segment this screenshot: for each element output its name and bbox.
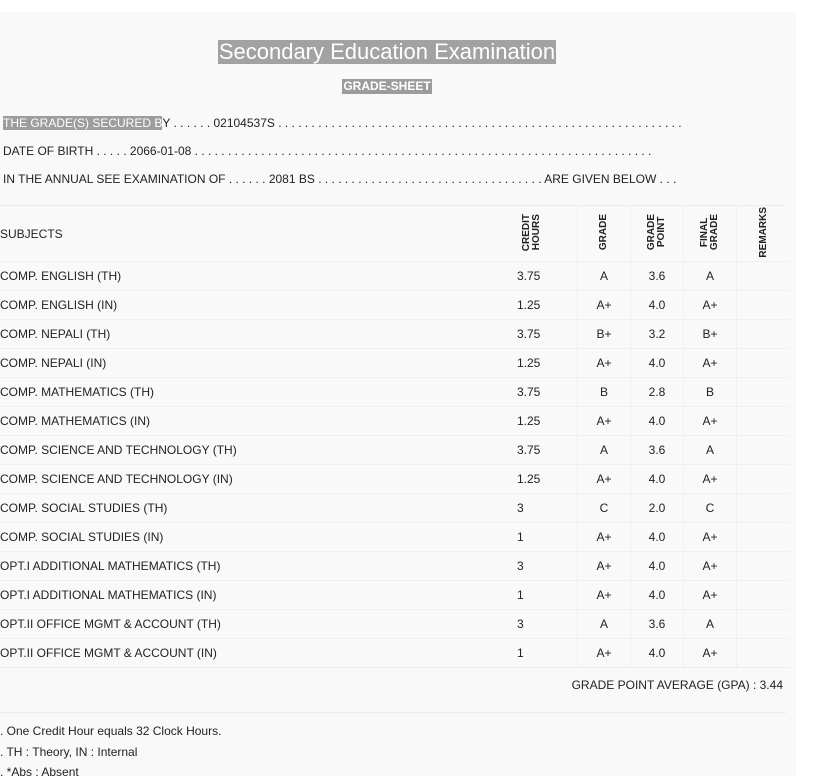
grade-cell: B+ [578, 319, 631, 348]
grade-point-cell: 3.2 [631, 319, 684, 348]
grade-point-cell: 4.0 [631, 638, 684, 667]
credit-hours-cell: 1.25 [507, 290, 578, 319]
table-row [0, 493, 790, 522]
grade-cell: A+ [578, 522, 631, 551]
subject-cell: COMP. ENGLISH (TH) [0, 261, 507, 290]
grade-cell: A+ [578, 464, 631, 493]
grade-cell: A [578, 261, 631, 290]
credit-hours-cell: 1 [507, 580, 578, 609]
subject-cell: COMP. ENGLISH (IN) [0, 290, 507, 319]
header-grade: GRADE [578, 207, 631, 261]
grade-point-cell: 3.6 [631, 609, 684, 638]
remarks-cell [737, 377, 791, 406]
credit-hours-cell: 1.25 [507, 406, 578, 435]
credit-hours-cell: 3.75 [507, 435, 578, 464]
page-subtitle: GRADE-SHEET [343, 79, 431, 93]
final-grade-cell: A+ [684, 522, 737, 551]
exam-line: IN THE ANNUAL SEE EXAMINATION OF . . . . . . 2081 BS . . . . . . . . . . . . . . . . . . . . . . . . . . . . . . . . . . ARE GIVEN BELOW . . . [3, 172, 677, 186]
remarks-cell [737, 522, 791, 551]
grade-cell: C [578, 493, 631, 522]
subtitle-wrap [0, 75, 774, 94]
grade-point-cell: 4.0 [631, 348, 684, 377]
remarks-cell [737, 348, 791, 377]
grade-cell: B [578, 377, 631, 406]
table-row [0, 348, 790, 377]
grade-cell: A+ [578, 406, 631, 435]
grade-point-cell: 4.0 [631, 290, 684, 319]
remarks-cell [737, 290, 791, 319]
table-row [0, 464, 790, 493]
grade-point-cell: 2.0 [631, 493, 684, 522]
table-row [0, 638, 790, 667]
grade-point-cell: 4.0 [631, 522, 684, 551]
final-grade-cell: A [684, 435, 737, 464]
subject-cell: OPT.II OFFICE MGMT & ACCOUNT (TH) [0, 609, 507, 638]
credit-hours-cell: 1.25 [507, 464, 578, 493]
grades-secured-value: Y . . . . . . 02104537S . . . . . . . . . . . . . . . . . . . . . . . . . . . . . . . . . . . . . . . . . . . . . . . . . . . . . . . . . . . . . [162, 116, 682, 130]
table-row [0, 377, 790, 406]
table-header-row [0, 207, 790, 261]
grade-point-cell: 4.0 [631, 551, 684, 580]
remarks-cell [737, 464, 791, 493]
table-row [0, 580, 790, 609]
divider [0, 712, 786, 713]
remarks-cell [737, 551, 791, 580]
final-grade-cell: A+ [684, 406, 737, 435]
final-grade-cell: A+ [684, 551, 737, 580]
grade-point-cell: 4.0 [631, 406, 684, 435]
subject-cell: OPT.I ADDITIONAL MATHEMATICS (TH) [0, 551, 507, 580]
subject-cell: COMP. MATHEMATICS (TH) [0, 377, 507, 406]
header-final-grade: FINAL GRADE [684, 207, 737, 261]
grade-cell: A [578, 435, 631, 464]
credit-hours-cell: 3.75 [507, 319, 578, 348]
final-grade-cell: A+ [684, 348, 737, 377]
remarks-cell [737, 609, 791, 638]
remarks-cell [737, 580, 791, 609]
remarks-cell [737, 319, 791, 348]
grades-secured-line [3, 116, 682, 131]
remarks-cell [737, 406, 791, 435]
grade-cell: A+ [578, 348, 631, 377]
table-row [0, 261, 790, 290]
remarks-cell [737, 493, 791, 522]
remarks-cell [737, 261, 791, 290]
grades-secured-label: THE GRADE(S) SECURED B [3, 116, 163, 130]
page-title: Secondary Education Examination [218, 39, 556, 64]
table-row [0, 609, 790, 638]
credit-hours-cell: 1 [507, 522, 578, 551]
grade-cell: A+ [578, 638, 631, 667]
subject-cell: COMP. SCIENCE AND TECHNOLOGY (IN) [0, 464, 507, 493]
subject-cell: COMP. SCIENCE AND TECHNOLOGY (TH) [0, 435, 507, 464]
grades-table [0, 207, 790, 668]
table-row [0, 319, 790, 348]
date-of-birth-line: DATE OF BIRTH . . . . . 2066-01-08 . . . . . . . . . . . . . . . . . . . . . . . . . . . . . . . . . . . . . . . . . . . . . . . . . . . . . . . . . . . . . . . . . . . . . [3, 144, 652, 158]
table-row [0, 290, 790, 319]
header-remarks: REMARKS [737, 207, 791, 261]
remarks-cell [737, 638, 791, 667]
grade-cell: A+ [578, 551, 631, 580]
remarks-cell [737, 435, 791, 464]
final-grade-cell: A+ [684, 290, 737, 319]
subject-cell: COMP. MATHEMATICS (IN) [0, 406, 507, 435]
final-grade-cell: A+ [684, 580, 737, 609]
credit-hours-cell: 3 [507, 493, 578, 522]
credit-hours-cell: 3 [507, 609, 578, 638]
credit-hours-cell: 1.25 [507, 348, 578, 377]
final-grade-cell: A+ [684, 638, 737, 667]
header-subjects: SUBJECTS [0, 207, 507, 261]
final-grade-cell: A [684, 609, 737, 638]
credit-hours-cell: 3 [507, 551, 578, 580]
subject-cell: COMP. SOCIAL STUDIES (IN) [0, 522, 507, 551]
header-grade-point: GRADE POINT [631, 207, 684, 261]
divider [0, 205, 786, 206]
grade-point-cell: 3.6 [631, 261, 684, 290]
credit-hours-cell: 1 [507, 638, 578, 667]
note-credit-hour: . One Credit Hour equals 32 Clock Hours. [0, 724, 222, 738]
subject-cell: COMP. NEPALI (TH) [0, 319, 507, 348]
final-grade-cell: B+ [684, 319, 737, 348]
credit-hours-cell: 3.75 [507, 261, 578, 290]
header-credit-hours: CREDIT HOURS [507, 207, 578, 261]
subject-cell: OPT.I ADDITIONAL MATHEMATICS (IN) [0, 580, 507, 609]
title-wrap [0, 40, 774, 64]
grade-point-cell: 4.0 [631, 580, 684, 609]
grade-point-cell: 2.8 [631, 377, 684, 406]
subject-cell: COMP. SOCIAL STUDIES (TH) [0, 493, 507, 522]
note-th-in: . TH : Theory, IN : Internal [0, 745, 138, 759]
final-grade-cell: C [684, 493, 737, 522]
note-absent: . *Abs : Absent [0, 765, 79, 779]
grade-cell: A [578, 609, 631, 638]
credit-hours-cell: 3.75 [507, 377, 578, 406]
table-row [0, 551, 790, 580]
grade-cell: A+ [578, 580, 631, 609]
table-row [0, 435, 790, 464]
grade-point-cell: 4.0 [631, 464, 684, 493]
table-row [0, 522, 790, 551]
gpa-text: GRADE POINT AVERAGE (GPA) : 3.44 [571, 678, 783, 692]
grade-cell: A+ [578, 290, 631, 319]
table-row [0, 406, 790, 435]
grade-point-cell: 3.6 [631, 435, 684, 464]
subject-cell: OPT.II OFFICE MGMT & ACCOUNT (IN) [0, 638, 507, 667]
final-grade-cell: B [684, 377, 737, 406]
final-grade-cell: A+ [684, 464, 737, 493]
subject-cell: COMP. NEPALI (IN) [0, 348, 507, 377]
divider [0, 667, 786, 668]
final-grade-cell: A [684, 261, 737, 290]
